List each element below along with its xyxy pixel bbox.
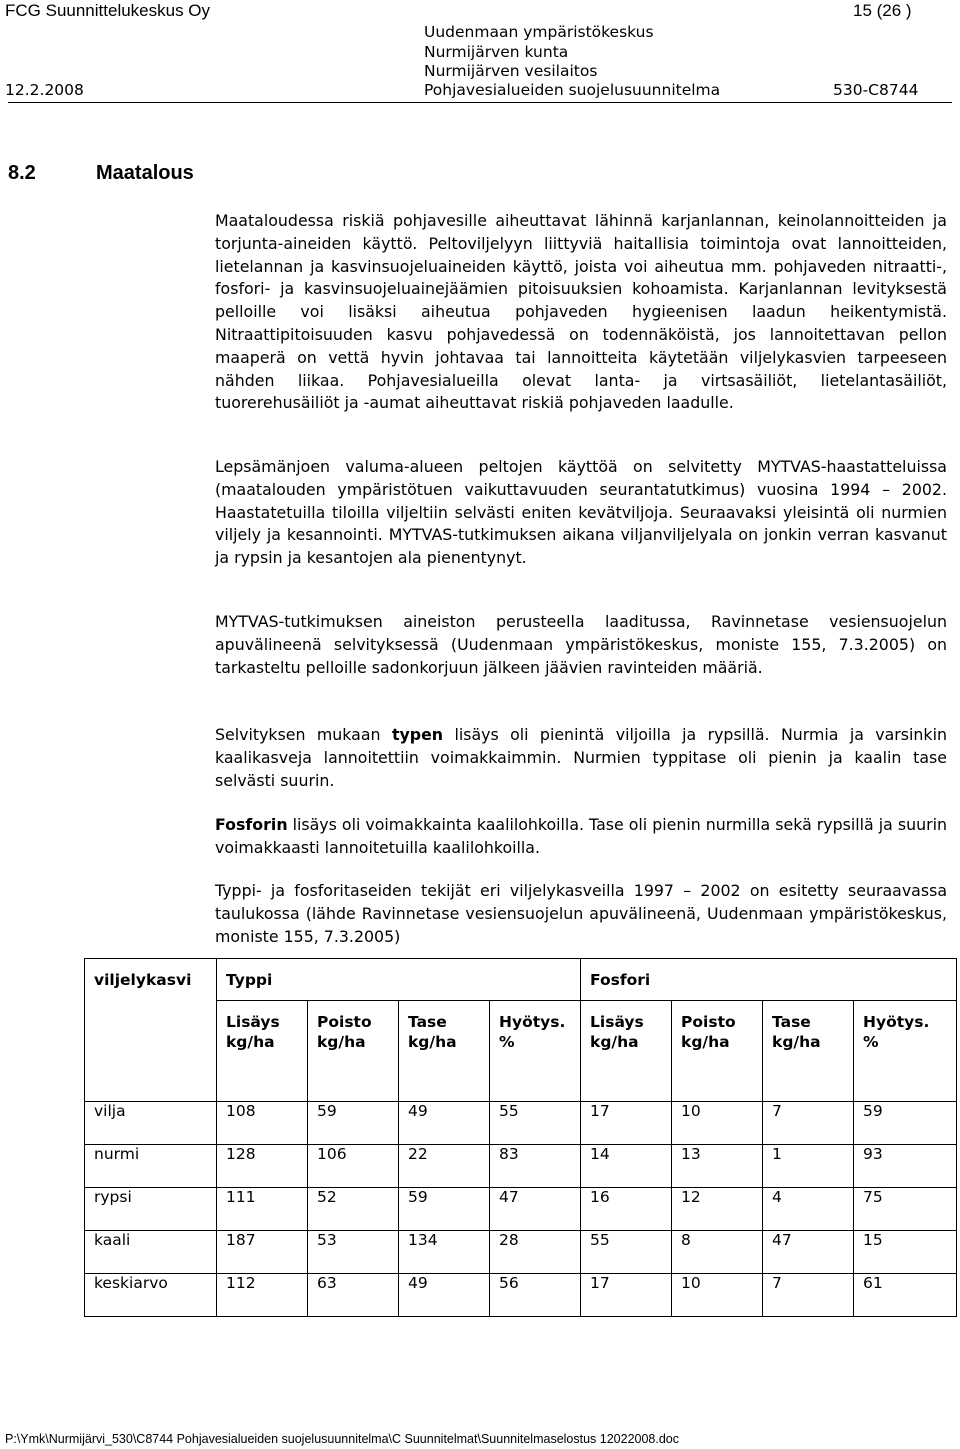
section-title: Maatalous <box>96 162 194 184</box>
col-header-nitrogen: Typpi <box>217 959 581 1001</box>
header-org-1: Uudenmaan ympäristökeskus <box>424 23 654 41</box>
header-org-3: Nurmijärven vesilaitos <box>424 62 598 80</box>
paragraph-5: Fosforin lisäys oli voimakkainta kaalilohkoilla. Tase oli pienin nurmilla sekä rypsillä ja suurin voimakkaasti lannoitetuilla kaalilohkoilla. <box>215 815 947 857</box>
company-name: FCG Suunnittelukeskus Oy <box>5 1 211 20</box>
paragraph-1: Maataloudessa riskiä pohjavesille aiheuttavat lähinnä karjanlannan, keinolannoitteiden ja torjunta-aineiden käyttö. Peltoviljelyyn liittyviä haitallisia toimintoja ovat lannoitteiden, lietelannan ja kasvinsuojeluaineiden käyttö, joista voi aiheutua mm. pohjaveden nitraatti-, fosfori- ja kasvinsuojeluainejäämien pitoisuuksien kohoamista. Karjanlannan levityksestä pelloille voi lisäksi aiheutua pohjaveden hygieenisen laadun heikentymistä. Nitraattipitoisuuden kasvu pohjavedessä on todennäköistä, jos lannoitettavan pellon maaperä on vettä hyvin johtavaa tai lannoitteita käytetään viljelykasvien tarpeeseen nähden liikaa. Pohjavesialueilla olevat lanta- ja virtsasäiliöt, lietelantasäiliöt, tuorerehusäiliöt ja -aumat aiheuttavat riskiä pohjaveden laadulle. <box>215 211 947 413</box>
value-cell: 59 <box>399 1188 490 1231</box>
value-cell: 7 <box>763 1274 854 1317</box>
footer-file-path: P:\Ymk\Nurmijärvi_530\C8744 Pohjavesialueiden suojelusuunnitelma\C Suunnitelmat\Suunnitelmaselostus 12022008.doc <box>5 1432 680 1446</box>
paragraph-2: Lepsämänjoen valuma-alueen peltojen käyttöä on selvitetty MYTVAS-haastatteluissa (maatalouden ympäristötuen vaikuttavuuden seurantatutkimus) vuosina 1994 – 2002. Haastatetuilla tiloilla viljeltiin selvästi eniten kevätviljoja. Seuraavaksi yleisintä oli nurmien viljely ja kesannointi. MYTVAS-tutkimuksen aikana viljanviljelyala on jonkin verran kasvanut ja rypsin ja kesantojen ala pienentynyt. <box>215 457 947 568</box>
value-cell: 49 <box>399 1274 490 1317</box>
value-cell: 187 <box>217 1231 308 1274</box>
table-row <box>85 1274 957 1317</box>
value-cell: 47 <box>490 1188 581 1231</box>
page-number: 15 (26 ) <box>853 1 912 20</box>
value-cell: 16 <box>581 1188 672 1231</box>
value-cell: 47 <box>763 1231 854 1274</box>
value-cell: 15 <box>854 1231 957 1274</box>
sub-header-cell: Poisto kg/ha <box>672 1001 763 1102</box>
value-cell: 112 <box>217 1274 308 1317</box>
header-doc-title: Pohjavesialueiden suojelusuunnitelma <box>424 81 721 99</box>
value-cell: 12 <box>672 1188 763 1231</box>
table-row <box>85 1102 957 1145</box>
value-cell: 93 <box>854 1145 957 1188</box>
value-cell: 55 <box>490 1102 581 1145</box>
value-cell: 134 <box>399 1231 490 1274</box>
paragraph-6: Typpi- ja fosforitaseiden tekijät eri viljelykasveilla 1997 – 2002 on esitetty seuraavassa taulukossa (lähde Ravinnetase vesiensuojelun apuvälineenä, Uudenmaan ympäristökeskus, moniste 155, 7.3.2005) <box>215 881 947 946</box>
table-row <box>85 1231 957 1274</box>
value-cell: 83 <box>490 1145 581 1188</box>
value-cell: 22 <box>399 1145 490 1188</box>
crop-name-cell: kaali <box>85 1231 217 1274</box>
value-cell: 49 <box>399 1102 490 1145</box>
value-cell: 52 <box>308 1188 399 1231</box>
sub-header-cell: Lisäys kg/ha <box>581 1001 672 1102</box>
crop-name-cell: vilja <box>85 1102 217 1145</box>
value-cell: 108 <box>217 1102 308 1145</box>
value-cell: 63 <box>308 1274 399 1317</box>
sub-header-cell: Poisto kg/ha <box>308 1001 399 1102</box>
header-org-2: Nurmijärven kunta <box>424 43 569 61</box>
value-cell: 75 <box>854 1188 957 1231</box>
value-cell: 61 <box>854 1274 957 1317</box>
table-row <box>85 1188 957 1231</box>
sub-header-cell: Hyötys. % <box>854 1001 957 1102</box>
crop-name-cell: rypsi <box>85 1188 217 1231</box>
section-number: 8.2 <box>8 162 36 184</box>
value-cell: 56 <box>490 1274 581 1317</box>
value-cell: 28 <box>490 1231 581 1274</box>
table-body <box>85 1102 957 1317</box>
col-header-phosphorus: Fosfori <box>581 959 957 1001</box>
paragraph-4: Selvityksen mukaan typen lisäys oli pienintä viljoilla ja rypsillä. Nurmia ja varsinkin kaalikasveja lannoitettiin voimakkaimmin. Nurmien typpitase oli pienin ja kaalin tase selvästi suurin. <box>215 725 947 790</box>
value-cell: 10 <box>672 1102 763 1145</box>
value-cell: 10 <box>672 1274 763 1317</box>
table-row <box>85 1145 957 1188</box>
paragraph-3: MYTVAS-tutkimuksen aineiston perusteella laaditussa, Ravinnetase vesiensuojelun apuvälineenä selvityksessä (Uudenmaan ympäristökeskus, moniste 155, 7.3.2005) on tarkasteltu pelloille sadonkorjuun jälkeen jäävien ravinteiden määriä. <box>215 612 947 677</box>
value-cell: 59 <box>854 1102 957 1145</box>
table-group-header-row <box>85 959 957 1001</box>
nutrient-table <box>84 958 957 1317</box>
sub-header-cell: Tase kg/ha <box>399 1001 490 1102</box>
crop-name-cell: keskiarvo <box>85 1274 217 1317</box>
value-cell: 17 <box>581 1102 672 1145</box>
header-rule <box>8 102 952 103</box>
col-header-crop: viljelykasvi <box>85 959 217 1102</box>
value-cell: 1 <box>763 1145 854 1188</box>
value-cell: 14 <box>581 1145 672 1188</box>
header-date: 12.2.2008 <box>5 81 84 99</box>
header-doc-code: 530-C8744 <box>833 81 919 99</box>
value-cell: 106 <box>308 1145 399 1188</box>
value-cell: 53 <box>308 1231 399 1274</box>
crop-name-cell: nurmi <box>85 1145 217 1188</box>
value-cell: 17 <box>581 1274 672 1317</box>
value-cell: 128 <box>217 1145 308 1188</box>
value-cell: 8 <box>672 1231 763 1274</box>
value-cell: 13 <box>672 1145 763 1188</box>
value-cell: 4 <box>763 1188 854 1231</box>
sub-header-cell: Hyötys. % <box>490 1001 581 1102</box>
sub-header-cell: Lisäys kg/ha <box>217 1001 308 1102</box>
value-cell: 55 <box>581 1231 672 1274</box>
value-cell: 7 <box>763 1102 854 1145</box>
value-cell: 111 <box>217 1188 308 1231</box>
value-cell: 59 <box>308 1102 399 1145</box>
sub-header-cell: Tase kg/ha <box>763 1001 854 1102</box>
